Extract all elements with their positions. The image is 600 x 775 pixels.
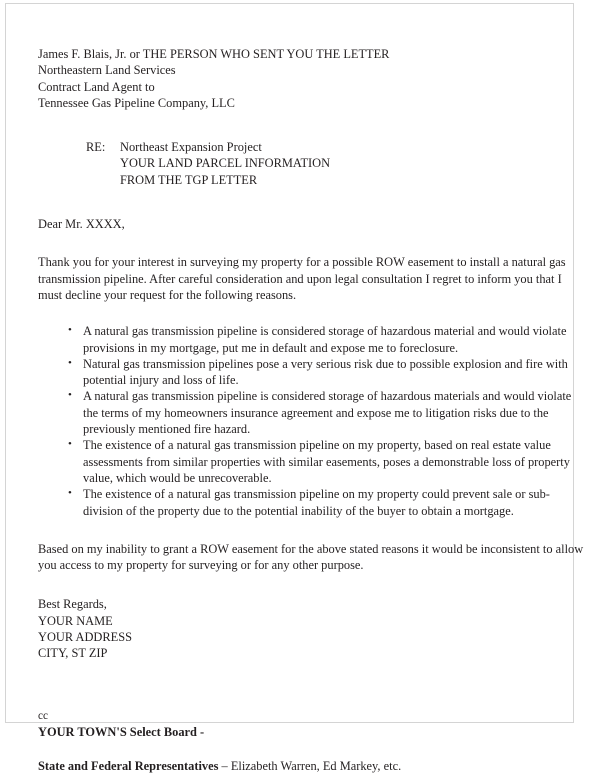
opening-paragraph: Thank you for your interest in surveying my property for a possible ROW easement to install a natural gas transmission pipeline. After careful consideration and upon legal consultation I regret to inform you that I must decline your request for the following reasons. [38, 255, 566, 302]
subject-line: YOUR LAND PARCEL INFORMATION [120, 156, 331, 171]
reason-text: Natural gas transmission pipelines pose a very serious risk due to possible explosion and fire with potential injury and loss of life. [83, 356, 568, 388]
cc-representatives-label: State and Federal Representatives [38, 759, 219, 774]
reason-text: A natural gas transmission pipeline is considered storage of hazardous material and would violate provisions in my mortgage, put me in default and expose me to foreclosure. [83, 324, 567, 355]
reason-text: The existence of a natural gas transmission pipeline on my property could prevent sale or sub-division of the property due to the potential inability of the buyer to obtain a mortgage. [83, 487, 550, 518]
reason-text: A natural gas transmission pipeline is considered storage of hazardous materials and would violate the terms of my homeowners insurance agreement and expose me to litigation risks due to the previously mentioned fire hazard. [83, 389, 572, 437]
cc-block [38, 708, 598, 775]
closing-paragraph: Based on my inability to grant a ROW easement for the above stated reasons it would be inconsistent to allow you access to my property for surveying or for any other purpose. [38, 541, 584, 573]
bullet-icon: • [68, 324, 72, 337]
list-item [38, 323, 586, 356]
subject-lines [120, 139, 330, 188]
list-item [38, 437, 586, 486]
subject-block [38, 139, 598, 188]
signature-line: Best Regards, [38, 597, 107, 612]
bullet-icon: • [68, 487, 72, 500]
signature-line: CITY, ST ZIP [38, 646, 108, 661]
document-page [5, 3, 584, 774]
signature-line: YOUR ADDRESS [38, 630, 132, 645]
bullet-icon: • [68, 356, 72, 369]
salutation: Dear Mr. XXXX, [38, 217, 125, 232]
subject-row [86, 139, 598, 188]
recipient-address-block [38, 46, 598, 111]
list-item [38, 388, 586, 437]
recipient-line: Northeastern Land Services [38, 63, 176, 78]
subject-label: RE: [86, 140, 106, 155]
signature-block [38, 596, 598, 661]
bullet-icon: • [68, 389, 72, 402]
subject-line: Northeast Expansion Project [120, 140, 262, 155]
cc-town-board: YOUR TOWN'S Select Board - [38, 724, 205, 739]
letter-body [38, 46, 598, 775]
list-item [38, 356, 586, 389]
cc-representatives [38, 758, 598, 774]
recipient-line: Tennessee Gas Pipeline Company, LLC [38, 95, 235, 110]
bullet-icon: • [68, 438, 72, 451]
reason-text: The existence of a natural gas transmission pipeline on my property, based on real estate value assessments from similar properties with similar easements, poses a demonstrable loss of property value, which would be unrecoverable. [83, 438, 570, 485]
reasons-list [38, 323, 586, 519]
signature-line: YOUR NAME [38, 613, 113, 628]
recipient-line: Contract Land Agent to [38, 79, 155, 94]
cc-representatives-names: – Elizabeth Warren, Ed Markey, etc. [218, 759, 402, 774]
recipient-line: James F. Blais, Jr. or THE PERSON WHO SENT YOU THE LETTER [38, 47, 390, 61]
subject-line: FROM THE TGP LETTER [120, 172, 258, 187]
list-item [38, 486, 586, 519]
document-page-content [6, 4, 584, 774]
cc-label: cc [38, 709, 48, 722]
